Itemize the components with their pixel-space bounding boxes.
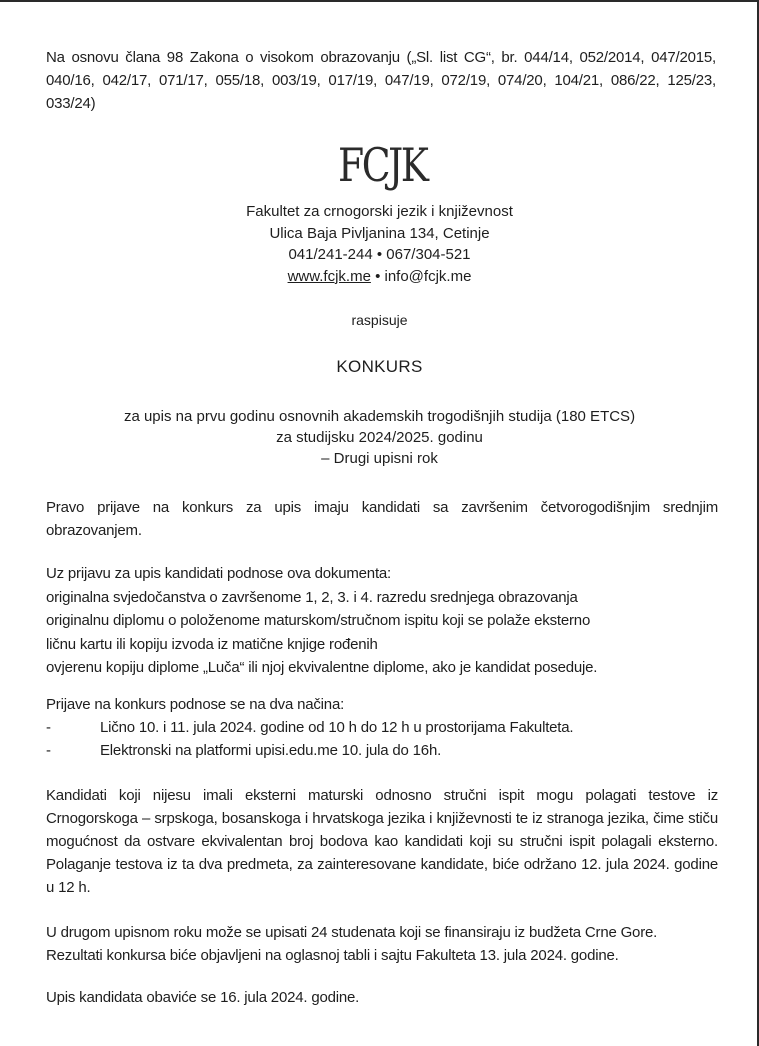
legal-basis-paragraph: Na osnovu člana 98 Zakona o visokom obrazovanju („Sl. list CG“, br. 044/14, 052/2014, 047/2015, 040/16, 042/17, 071/17, 055/18, 003/19, 017/19, 047/19, 072/19, 074/20, 104/21, 086/22, 125/23, 033/24)	[46, 49, 716, 112]
testing-line: Crnogorskoga – srpskoga, bosanskoga i hrvatskoga jezika i književnosti te iz stranoga jezika, čime stiču	[46, 810, 718, 827]
list-item	[46, 716, 718, 739]
method-text: Elektronski na platformi upisi.edu.me 10. jula do 16h.	[100, 742, 442, 759]
faculty-phones: 041/241-244 • 067/304-521	[288, 246, 471, 263]
faculty-web-email	[0, 266, 759, 288]
dash-bullet: -	[46, 742, 51, 759]
subtitle-line-3: – Drugi upisni rok	[321, 450, 438, 467]
list-item	[46, 739, 718, 762]
testing-paragraph	[46, 784, 718, 899]
documents-list	[46, 562, 718, 680]
list-item: originalnu diplomu o položenome maturskom/stručnom ispitu koji se polaže eksterno	[46, 612, 591, 629]
dash-bullet: -	[46, 719, 51, 736]
eligibility-line-2: obrazovanjem.	[46, 522, 142, 539]
methods-intro: Prijave na konkurs podnose se na dva načina:	[46, 696, 345, 713]
faculty-address: Ulica Baja Pivljanina 134, Cetinje	[269, 224, 490, 242]
subtitle-line-2: za studijsku 2024/2025. godinu	[276, 429, 483, 446]
subtitle-line-1: za upis na prvu godinu osnovnih akademskih trogodišnjih studija (180 ETCS)	[123, 408, 636, 425]
enrollment-date-paragraph: Upis kandidata obaviće se 16. jula 2024. godine.	[46, 989, 360, 1006]
quota-line-2: Rezultati konkursa biće objavljeni na oglasnoj tabli i sajtu Fakulteta 13. jula 2024. godine.	[46, 947, 619, 964]
faculty-contact-block	[0, 201, 759, 287]
method-text: Lično 10. i 11. jula 2024. godine od 10 h do 12 h u prostorijama Fakulteta.	[100, 719, 574, 736]
testing-line: Polaganje testova iz ta dva predmeta, za zainteresovane kandidate, biće održano 12. jula 2024. godine	[46, 856, 718, 873]
faculty-name: Fakultet za crnogorski jezik i književnost	[246, 203, 513, 220]
documents-intro: Uz prijavu za upis kandidati podnose ova dokumenta:	[46, 565, 392, 582]
list-item: originalna svjedočanstva o završenome 1, 2, 3. i 4. razredu srednjega obrazovanja	[46, 588, 578, 606]
email-text: • info@fcjk.me	[370, 267, 472, 285]
quota-line-1: U drugom upisnom roku može se upisati 24 studenata koji se finansiraju iz budžeta Crne Gore.	[46, 924, 658, 941]
competition-subtitle	[0, 406, 759, 469]
eligibility-paragraph	[46, 496, 718, 542]
website-link[interactable]: www.fcjk.me	[287, 267, 371, 285]
quota-paragraph	[46, 921, 718, 967]
competition-heading: KONKURS	[336, 357, 423, 376]
list-item: ličnu kartu ili kopiju izvoda iz matične knjige rođenih	[46, 635, 378, 653]
testing-line: u 12 h.	[46, 879, 91, 896]
application-methods	[46, 693, 718, 762]
testing-line: Kandidati koji nijesu imali eksterni maturski odnosno stručni ispit mogu polagati testove iz	[46, 787, 718, 804]
fcjk-logo: FCJK	[338, 138, 427, 192]
eligibility-line-1: Pravo prijave na konkurs za upis imaju kandidati sa završenim četvorogodišnjim srednjim	[46, 499, 718, 516]
announces-label: raspisuje	[351, 312, 408, 328]
testing-line: mogućnost da ostvare ekvivalentan broj bodova kao kandidati koji su stručni ispit polagali eksterno.	[46, 833, 718, 850]
list-item: ovjerenu kopiju diplome „Luča“ ili njoj ekvivalentne diplome, ako je kandidat poseduje.	[46, 659, 598, 676]
